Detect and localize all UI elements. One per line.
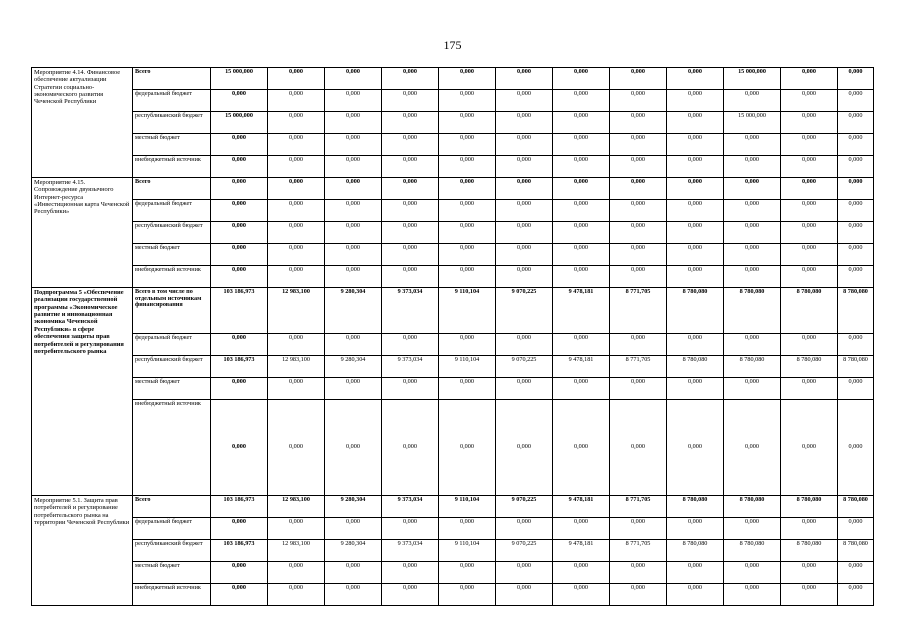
amount-cell: 0,000 xyxy=(667,334,724,356)
amount-cell: 0,000 xyxy=(553,244,610,266)
amount-cell: 0,000 xyxy=(781,178,838,200)
amount-cell: 0,000 xyxy=(553,134,610,156)
amount-cell: 0,000 xyxy=(211,156,268,178)
amount-cell: 0,000 xyxy=(838,222,874,244)
amount-cell: 0,000 xyxy=(667,562,724,584)
amount-cell: 8 780,080 xyxy=(781,496,838,518)
amount-cell: 0,000 xyxy=(553,200,610,222)
amount-cell: 8 780,080 xyxy=(838,540,874,562)
amount-cell: 8 780,080 xyxy=(838,496,874,518)
amount-cell: 0,000 xyxy=(382,178,439,200)
amount-cell: 0,000 xyxy=(496,400,553,496)
amount-cell: 0,000 xyxy=(325,156,382,178)
amount-cell: 0,000 xyxy=(439,112,496,134)
funding-source: местный бюджет xyxy=(133,378,211,400)
amount-cell: 0,000 xyxy=(838,378,874,400)
amount-cell: 8 780,080 xyxy=(838,356,874,378)
amount-cell: 0,000 xyxy=(724,334,781,356)
amount-cell: 8 771,705 xyxy=(610,496,667,518)
amount-cell: 0,000 xyxy=(724,200,781,222)
amount-cell: 0,000 xyxy=(781,112,838,134)
amount-cell: 9 373,034 xyxy=(382,540,439,562)
table-row xyxy=(32,334,874,356)
amount-cell: 0,000 xyxy=(610,266,667,288)
amount-cell: 0,000 xyxy=(496,378,553,400)
amount-cell: 0,000 xyxy=(325,584,382,606)
amount-cell: 0,000 xyxy=(211,334,268,356)
amount-cell: 0,000 xyxy=(781,334,838,356)
amount-cell: 0,000 xyxy=(211,90,268,112)
funding-source: местный бюджет xyxy=(133,134,211,156)
amount-cell: 0,000 xyxy=(325,200,382,222)
amount-cell: 0,000 xyxy=(610,378,667,400)
amount-cell: 0,000 xyxy=(382,112,439,134)
amount-cell: 0,000 xyxy=(838,400,874,496)
table-row xyxy=(32,562,874,584)
amount-cell: 0,000 xyxy=(382,378,439,400)
amount-cell: 0,000 xyxy=(724,244,781,266)
amount-cell: 0,000 xyxy=(439,266,496,288)
funding-source: федеральный бюджет xyxy=(133,334,211,356)
amount-cell: 0,000 xyxy=(667,112,724,134)
amount-cell: 0,000 xyxy=(496,584,553,606)
amount-cell: 12 983,100 xyxy=(268,540,325,562)
amount-cell: 0,000 xyxy=(325,178,382,200)
amount-cell: 0,000 xyxy=(724,518,781,540)
amount-cell: 0,000 xyxy=(838,156,874,178)
amount-cell: 0,000 xyxy=(439,378,496,400)
amount-cell: 0,000 xyxy=(382,518,439,540)
amount-cell: 0,000 xyxy=(838,334,874,356)
amount-cell: 0,000 xyxy=(667,156,724,178)
amount-cell: 0,000 xyxy=(610,90,667,112)
amount-cell: 0,000 xyxy=(781,90,838,112)
amount-cell: 9 070,225 xyxy=(496,540,553,562)
amount-cell: 9 478,181 xyxy=(553,496,610,518)
table-row xyxy=(32,288,874,334)
funding-source: местный бюджет xyxy=(133,562,211,584)
amount-cell: 0,000 xyxy=(268,266,325,288)
funding-source: республиканский бюджет xyxy=(133,112,211,134)
measure-title: Мероприятие 5.1. Защита прав потребителей и регулирование потребительского рынка на территории Чеченской Республики xyxy=(32,496,133,606)
amount-cell: 0,000 xyxy=(553,112,610,134)
amount-cell: 0,000 xyxy=(610,222,667,244)
amount-cell: 0,000 xyxy=(496,244,553,266)
amount-cell: 0,000 xyxy=(439,156,496,178)
amount-cell: 0,000 xyxy=(781,400,838,496)
amount-cell: 0,000 xyxy=(838,90,874,112)
amount-cell: 0,000 xyxy=(382,90,439,112)
amount-cell: 0,000 xyxy=(781,584,838,606)
amount-cell: 8 780,080 xyxy=(781,288,838,334)
amount-cell: 9 070,225 xyxy=(496,288,553,334)
amount-cell: 0,000 xyxy=(439,68,496,90)
amount-cell: 0,000 xyxy=(553,584,610,606)
amount-cell: 8 780,080 xyxy=(724,356,781,378)
amount-cell: 0,000 xyxy=(268,156,325,178)
table-row xyxy=(32,266,874,288)
amount-cell: 9 110,104 xyxy=(439,356,496,378)
amount-cell: 0,000 xyxy=(439,400,496,496)
amount-cell: 0,000 xyxy=(325,112,382,134)
amount-cell: 0,000 xyxy=(268,562,325,584)
table-row xyxy=(32,112,874,134)
amount-cell: 0,000 xyxy=(724,134,781,156)
amount-cell: 0,000 xyxy=(268,222,325,244)
amount-cell: 0,000 xyxy=(325,518,382,540)
amount-cell: 0,000 xyxy=(496,90,553,112)
amount-cell: 0,000 xyxy=(211,562,268,584)
amount-cell: 0,000 xyxy=(382,584,439,606)
amount-cell: 0,000 xyxy=(838,518,874,540)
amount-cell: 8 780,080 xyxy=(667,288,724,334)
amount-cell: 0,000 xyxy=(781,244,838,266)
amount-cell: 0,000 xyxy=(439,222,496,244)
amount-cell: 0,000 xyxy=(211,134,268,156)
amount-cell: 9 280,304 xyxy=(325,496,382,518)
amount-cell: 0,000 xyxy=(781,518,838,540)
amount-cell: 0,000 xyxy=(724,266,781,288)
amount-cell: 0,000 xyxy=(667,518,724,540)
funding-source: федеральный бюджет xyxy=(133,90,211,112)
amount-cell: 8 780,080 xyxy=(667,540,724,562)
amount-cell: 0,000 xyxy=(211,178,268,200)
amount-cell: 0,000 xyxy=(724,378,781,400)
amount-cell: 0,000 xyxy=(439,334,496,356)
amount-cell: 9 280,304 xyxy=(325,540,382,562)
amount-cell: 0,000 xyxy=(496,134,553,156)
amount-cell: 0,000 xyxy=(724,562,781,584)
amount-cell: 0,000 xyxy=(667,400,724,496)
amount-cell: 0,000 xyxy=(211,400,268,496)
amount-cell: 0,000 xyxy=(781,134,838,156)
amount-cell: 0,000 xyxy=(553,266,610,288)
amount-cell: 0,000 xyxy=(781,68,838,90)
amount-cell: 0,000 xyxy=(667,222,724,244)
amount-cell: 0,000 xyxy=(268,518,325,540)
amount-cell: 0,000 xyxy=(838,266,874,288)
table-row xyxy=(32,134,874,156)
amount-cell: 0,000 xyxy=(553,68,610,90)
amount-cell: 0,000 xyxy=(325,244,382,266)
amount-cell: 0,000 xyxy=(496,266,553,288)
table-row xyxy=(32,222,874,244)
funding-source: федеральный бюджет xyxy=(133,518,211,540)
page-number: 175 xyxy=(443,38,462,52)
amount-cell: 0,000 xyxy=(268,112,325,134)
amount-cell: 12 983,100 xyxy=(268,288,325,334)
amount-cell: 0,000 xyxy=(439,134,496,156)
amount-cell: 8 780,080 xyxy=(724,496,781,518)
amount-cell: 0,000 xyxy=(325,68,382,90)
amount-cell: 0,000 xyxy=(496,518,553,540)
amount-cell: 15 000,000 xyxy=(724,112,781,134)
amount-cell: 0,000 xyxy=(610,68,667,90)
amount-cell: 0,000 xyxy=(496,222,553,244)
table-row xyxy=(32,90,874,112)
amount-cell: 0,000 xyxy=(496,68,553,90)
amount-cell: 0,000 xyxy=(211,200,268,222)
amount-cell: 0,000 xyxy=(382,200,439,222)
amount-cell: 8 780,080 xyxy=(838,288,874,334)
table-row xyxy=(32,378,874,400)
amount-cell: 8 771,705 xyxy=(610,540,667,562)
amount-cell: 0,000 xyxy=(211,222,268,244)
amount-cell: 0,000 xyxy=(610,200,667,222)
amount-cell: 0,000 xyxy=(667,178,724,200)
amount-cell: 8 780,080 xyxy=(667,496,724,518)
amount-cell: 0,000 xyxy=(553,156,610,178)
amount-cell: 0,000 xyxy=(382,562,439,584)
amount-cell: 0,000 xyxy=(325,378,382,400)
amount-cell: 0,000 xyxy=(610,400,667,496)
amount-cell: 0,000 xyxy=(268,400,325,496)
amount-cell: 0,000 xyxy=(667,134,724,156)
amount-cell: 0,000 xyxy=(781,378,838,400)
table-row xyxy=(32,518,874,540)
amount-cell: 0,000 xyxy=(724,156,781,178)
amount-cell: 12 983,100 xyxy=(268,496,325,518)
amount-cell: 0,000 xyxy=(325,266,382,288)
amount-cell: 0,000 xyxy=(382,156,439,178)
amount-cell: 0,000 xyxy=(781,562,838,584)
amount-cell: 9 478,181 xyxy=(553,540,610,562)
amount-cell: 0,000 xyxy=(382,334,439,356)
amount-cell: 0,000 xyxy=(211,266,268,288)
amount-cell: 0,000 xyxy=(610,134,667,156)
amount-cell: 0,000 xyxy=(496,178,553,200)
amount-cell: 0,000 xyxy=(211,584,268,606)
amount-cell: 0,000 xyxy=(268,378,325,400)
measure-title: Мероприятие 4.14. Финансовое обеспечение актуализации Стратегии социально-экономического развития Чеченской Республики xyxy=(32,68,133,178)
amount-cell: 103 186,973 xyxy=(211,540,268,562)
amount-cell: 0,000 xyxy=(325,134,382,156)
amount-cell: 0,000 xyxy=(838,584,874,606)
amount-cell: 8 771,705 xyxy=(610,356,667,378)
amount-cell: 0,000 xyxy=(667,244,724,266)
amount-cell: 9 373,034 xyxy=(382,288,439,334)
amount-cell: 0,000 xyxy=(838,200,874,222)
amount-cell: 8 771,705 xyxy=(610,288,667,334)
amount-cell: 0,000 xyxy=(838,68,874,90)
amount-cell: 9 478,181 xyxy=(553,356,610,378)
funding-source: республиканский бюджет xyxy=(133,222,211,244)
amount-cell: 0,000 xyxy=(838,134,874,156)
amount-cell: 0,000 xyxy=(838,112,874,134)
amount-cell: 0,000 xyxy=(268,200,325,222)
amount-cell: 0,000 xyxy=(496,112,553,134)
amount-cell: 12 983,100 xyxy=(268,356,325,378)
amount-cell: 0,000 xyxy=(838,244,874,266)
amount-cell: 9 478,181 xyxy=(553,288,610,334)
amount-cell: 0,000 xyxy=(439,244,496,266)
amount-cell: 8 780,080 xyxy=(724,288,781,334)
funding-source: Всего в том числе по отдельным источникам финансирования xyxy=(133,288,211,334)
amount-cell: 0,000 xyxy=(325,334,382,356)
amount-cell: 0,000 xyxy=(439,518,496,540)
table-row xyxy=(32,200,874,222)
amount-cell: 0,000 xyxy=(439,562,496,584)
amount-cell: 0,000 xyxy=(268,244,325,266)
amount-cell: 0,000 xyxy=(610,178,667,200)
amount-cell: 0,000 xyxy=(439,90,496,112)
funding-source: республиканский бюджет xyxy=(133,540,211,562)
amount-cell: 103 186,973 xyxy=(211,288,268,334)
amount-cell: 0,000 xyxy=(439,178,496,200)
funding-source: Всего xyxy=(133,178,211,200)
amount-cell: 0,000 xyxy=(610,334,667,356)
funding-source: федеральный бюджет xyxy=(133,200,211,222)
amount-cell: 103 186,973 xyxy=(211,356,268,378)
amount-cell: 0,000 xyxy=(211,518,268,540)
amount-cell: 0,000 xyxy=(610,156,667,178)
amount-cell: 0,000 xyxy=(496,562,553,584)
amount-cell: 0,000 xyxy=(667,266,724,288)
amount-cell: 0,000 xyxy=(553,334,610,356)
amount-cell: 0,000 xyxy=(325,562,382,584)
funding-source: республиканский бюджет xyxy=(133,356,211,378)
amount-cell: 0,000 xyxy=(838,178,874,200)
amount-cell: 0,000 xyxy=(667,68,724,90)
amount-cell: 0,000 xyxy=(724,90,781,112)
table-row xyxy=(32,584,874,606)
amount-cell: 8 780,080 xyxy=(724,540,781,562)
amount-cell: 0,000 xyxy=(553,378,610,400)
amount-cell: 0,000 xyxy=(325,222,382,244)
amount-cell: 0,000 xyxy=(382,244,439,266)
table-row xyxy=(32,178,874,200)
amount-cell: 0,000 xyxy=(724,222,781,244)
funding-source: Всего xyxy=(133,496,211,518)
amount-cell: 0,000 xyxy=(211,244,268,266)
amount-cell: 0,000 xyxy=(268,68,325,90)
amount-cell: 0,000 xyxy=(610,112,667,134)
amount-cell: 0,000 xyxy=(382,222,439,244)
amount-cell: 0,000 xyxy=(268,584,325,606)
amount-cell: 0,000 xyxy=(553,400,610,496)
amount-cell: 0,000 xyxy=(667,584,724,606)
amount-cell: 0,000 xyxy=(496,334,553,356)
amount-cell: 0,000 xyxy=(610,244,667,266)
amount-cell: 9 110,104 xyxy=(439,288,496,334)
funding-source: внебюджетный источник xyxy=(133,584,211,606)
amount-cell: 0,000 xyxy=(724,178,781,200)
amount-cell: 0,000 xyxy=(781,156,838,178)
amount-cell: 0,000 xyxy=(268,178,325,200)
table-row xyxy=(32,400,874,496)
funding-source: внебюджетный источник xyxy=(133,400,211,496)
amount-cell: 9 280,304 xyxy=(325,356,382,378)
amount-cell: 0,000 xyxy=(667,200,724,222)
amount-cell: 0,000 xyxy=(610,584,667,606)
amount-cell: 0,000 xyxy=(553,222,610,244)
amount-cell: 9 070,225 xyxy=(496,496,553,518)
budget-table xyxy=(31,67,874,606)
amount-cell: 0,000 xyxy=(325,400,382,496)
funding-source: Всего xyxy=(133,68,211,90)
amount-cell: 0,000 xyxy=(496,156,553,178)
amount-cell: 15 000,000 xyxy=(724,68,781,90)
funding-source: местный бюджет xyxy=(133,244,211,266)
amount-cell: 9 070,225 xyxy=(496,356,553,378)
amount-cell: 0,000 xyxy=(268,134,325,156)
amount-cell: 0,000 xyxy=(781,266,838,288)
funding-source: внебюджетный источник xyxy=(133,266,211,288)
amount-cell: 8 780,080 xyxy=(781,540,838,562)
amount-cell: 0,000 xyxy=(211,378,268,400)
amount-cell: 0,000 xyxy=(610,562,667,584)
amount-cell: 0,000 xyxy=(553,178,610,200)
amount-cell: 0,000 xyxy=(439,584,496,606)
amount-cell: 9 373,034 xyxy=(382,356,439,378)
amount-cell: 15 000,000 xyxy=(211,112,268,134)
table-row xyxy=(32,356,874,378)
amount-cell: 9 110,104 xyxy=(439,496,496,518)
amount-cell: 0,000 xyxy=(781,200,838,222)
amount-cell: 0,000 xyxy=(268,334,325,356)
table-row xyxy=(32,156,874,178)
amount-cell: 0,000 xyxy=(439,200,496,222)
amount-cell: 0,000 xyxy=(553,562,610,584)
measure-title: Подпрограмма 5 «Обеспечение реализации государственной программы «Экономическое развитие и инновационная экономика Чеченской Республики» в сфере обеспечения защиты прав потребителей и регулирования потребительского рынка xyxy=(32,288,133,496)
amount-cell: 9 373,034 xyxy=(382,496,439,518)
amount-cell: 0,000 xyxy=(610,518,667,540)
amount-cell: 0,000 xyxy=(382,134,439,156)
amount-cell: 8 780,080 xyxy=(667,356,724,378)
amount-cell: 0,000 xyxy=(724,584,781,606)
funding-source: внебюджетный источник xyxy=(133,156,211,178)
amount-cell: 0,000 xyxy=(553,518,610,540)
amount-cell: 103 186,973 xyxy=(211,496,268,518)
amount-cell: 0,000 xyxy=(325,90,382,112)
amount-cell: 8 780,080 xyxy=(781,356,838,378)
amount-cell: 0,000 xyxy=(667,90,724,112)
amount-cell: 0,000 xyxy=(553,90,610,112)
amount-cell: 0,000 xyxy=(382,400,439,496)
amount-cell: 9 280,304 xyxy=(325,288,382,334)
table-row xyxy=(32,68,874,90)
measure-title: Мероприятие 4.15. Сопровождение двуязычного Интернет-ресурса «Инвестиционная карта Чеченской Республики» xyxy=(32,178,133,288)
amount-cell: 9 110,104 xyxy=(439,540,496,562)
amount-cell: 15 000,000 xyxy=(211,68,268,90)
amount-cell: 0,000 xyxy=(268,90,325,112)
table-row xyxy=(32,244,874,266)
amount-cell: 0,000 xyxy=(724,400,781,496)
amount-cell: 0,000 xyxy=(838,562,874,584)
table-row xyxy=(32,540,874,562)
amount-cell: 0,000 xyxy=(382,68,439,90)
amount-cell: 0,000 xyxy=(667,378,724,400)
table-row xyxy=(32,496,874,518)
amount-cell: 0,000 xyxy=(382,266,439,288)
amount-cell: 0,000 xyxy=(496,200,553,222)
amount-cell: 0,000 xyxy=(781,222,838,244)
